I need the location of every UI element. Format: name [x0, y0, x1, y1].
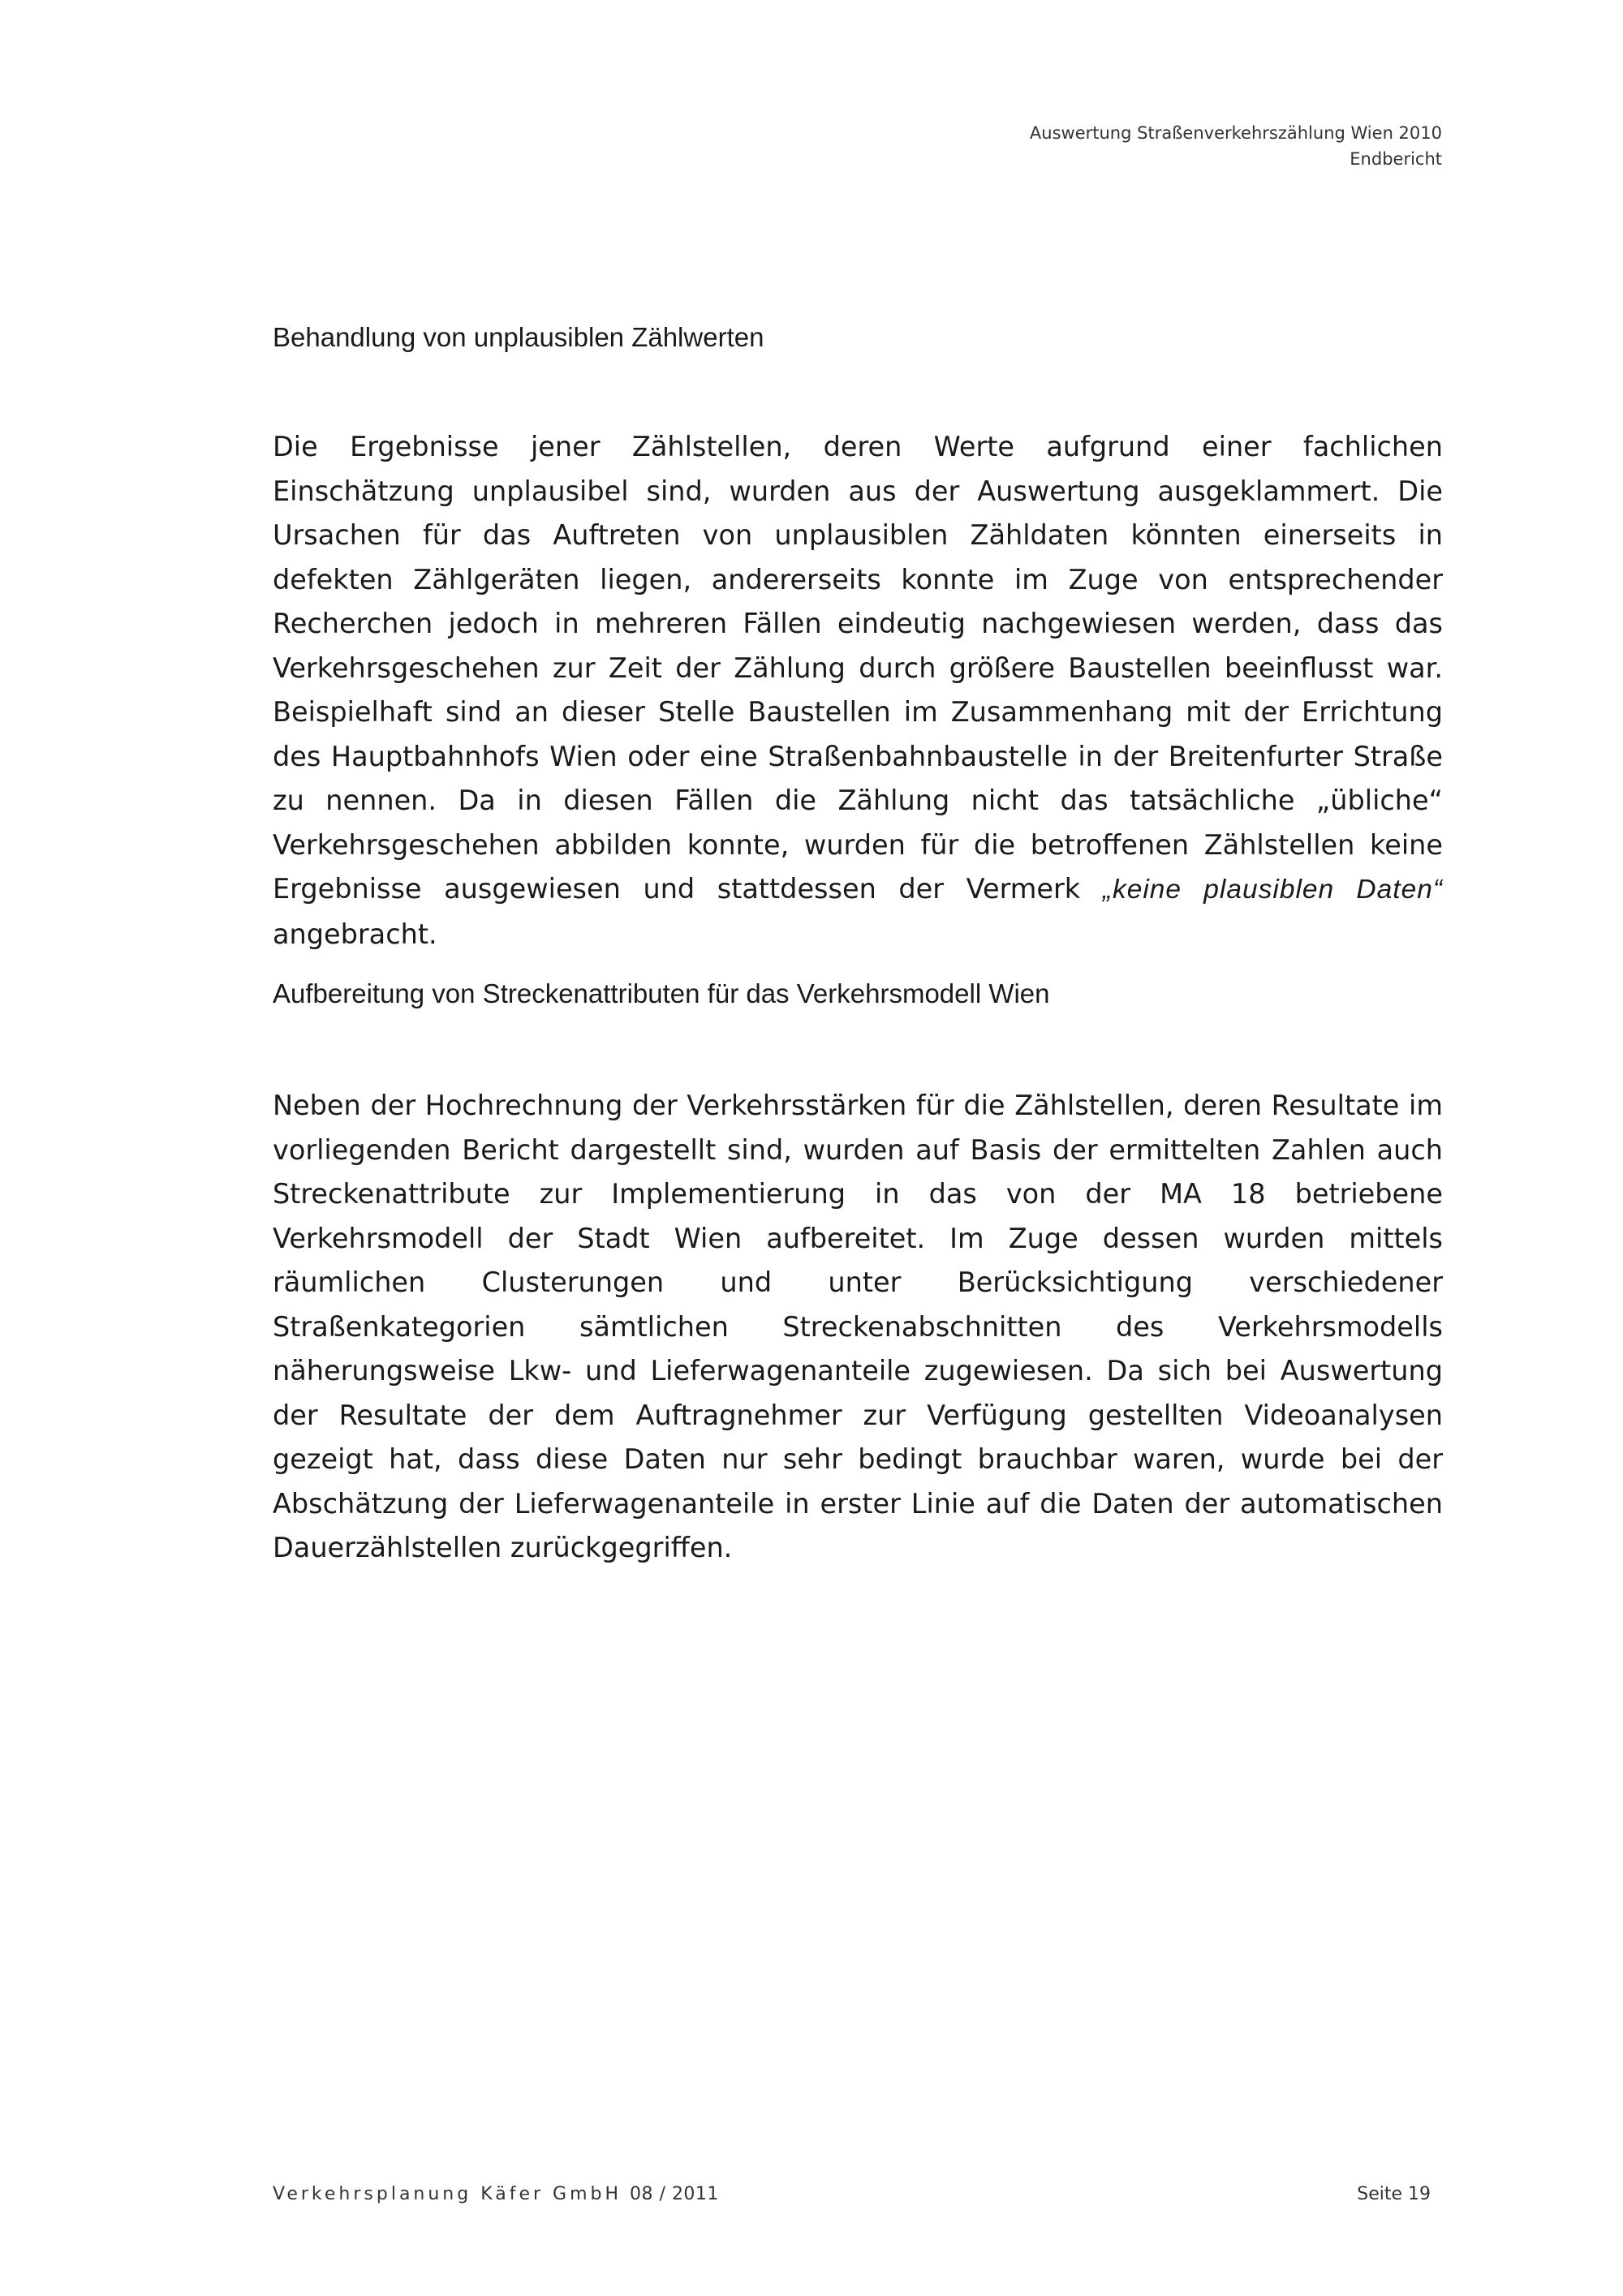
header-title: Auswertung Straßenverkehrszählung Wien 2010: [1029, 123, 1442, 143]
footer-company: Verkehrsplanung Käfer GmbH: [273, 2184, 622, 2204]
section-paragraph-streckenattribute: Neben der Hochrechnung der Verkehrsstärken für die Zählstellen, deren Resultate im vorliegenden Bericht dargestellt sind, wurden auf Basis der ermittelten Zahlen auch Streckenattribute zur Implementierung in das von der MA 18 betriebene Verkehrsmodell der Stadt Wien aufbereitet. Im Zuge dessen wurden mittels räumlichen Clusterungen und unter Berücksichtigung verschiedener Straßenkategorien sämtlichen Streckenabschnitten des Verkehrsmodells näherungsweise Lkw- und Lieferwagenanteile zugewiesen. Da sich bei Auswertung der Resultate der dem Auftragnehmer zur Verfügung gestellten Videoanalysen gezeigt hat, dass diese Daten nur sehr bedingt brauchbar waren, wurde bei der Abschätzung der Lieferwagenanteile in erster Linie auf die Daten der automatischen Dauerzählstellen zurückgegriffen.: [273, 1090, 1443, 1563]
footer-date: 08 / 2011: [630, 2184, 719, 2204]
section-heading-unplausible: Behandlung von unplausiblen Zählwerten: [273, 322, 764, 352]
footer-page-number: Seite 19: [1357, 2184, 1431, 2204]
header-subtitle: Endbericht: [1350, 149, 1442, 169]
paragraph-emphasis: „keine plausiblen Daten“: [1102, 875, 1443, 905]
paragraph-text: Die Ergebnisse jener Zählstellen, deren Werte aufgrund einer fachlichen Einschätzung unplausibel sind, wurden aus der Auswertung ausgeklammert. Die Ursachen für das Auftreten von unplausiblen Zähldaten könnten einerseits in defekten Zählgeräten liegen, andererseits konnte im Zuge von entsprechender Recherchen jedoch in mehreren Fällen eindeutig nachgewiesen werden, dass das Verkehrsgeschehen zur Zeit der Zählung durch größere Baustellen beeinflusst war. Beispielhaft sind an dieser Stelle Baustellen im Zusammenhang mit der Errichtung des Hauptbahnhofs Wien oder eine Straßenbahnbaustelle in der Breitenfurter Straße zu nennen. Da in diesen Fällen die Zählung nicht das tatsächliche „übliche“ Verkehrsgeschehen abbilden konnte, wurden für die betroffenen Zählstellen keine Ergebnisse ausgewiesen und stattdessen der Vermerk: [273, 431, 1443, 905]
section-paragraph-unplausible: [273, 425, 1443, 957]
paragraph-tail: angebracht.: [273, 918, 437, 950]
page-header: [1030, 120, 1442, 172]
section-heading-streckenattribute: Aufbereitung von Streckenattributen für das Verkehrsmodell Wien: [273, 978, 1050, 1008]
footer-left: [273, 2184, 719, 2204]
